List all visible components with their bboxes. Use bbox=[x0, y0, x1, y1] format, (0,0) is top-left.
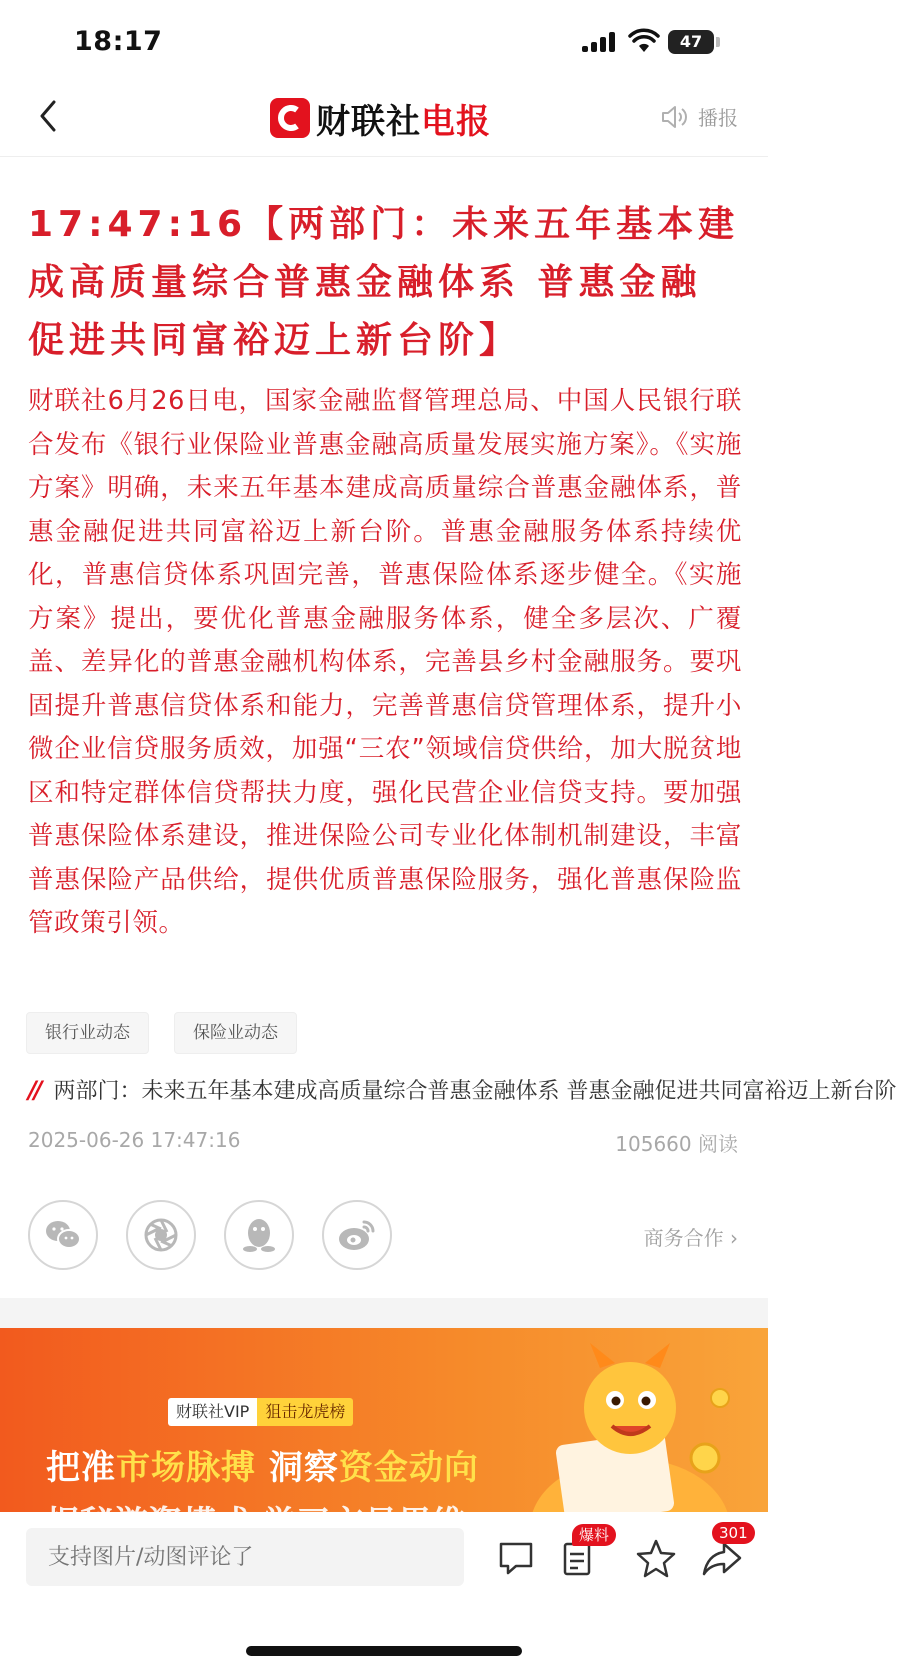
home-indicator bbox=[246, 1646, 522, 1656]
weibo-icon bbox=[336, 1217, 378, 1253]
banner-badge bbox=[168, 1398, 353, 1426]
banner-badge-vip: 财联社VIP bbox=[168, 1398, 257, 1426]
vip-banner[interactable] bbox=[0, 1328, 768, 1512]
status-time: 18:17 bbox=[74, 26, 163, 57]
wifi-icon bbox=[628, 30, 660, 54]
share-count-badge: 301 bbox=[712, 1522, 755, 1544]
share-weibo-button[interactable] bbox=[322, 1200, 392, 1270]
share-moments-button[interactable] bbox=[126, 1200, 196, 1270]
speaker-icon bbox=[660, 104, 690, 130]
slogan-part1: 把准 bbox=[46, 1448, 116, 1488]
section-separator bbox=[0, 1298, 768, 1328]
tag-insurance[interactable]: 保险业动态 bbox=[174, 1012, 297, 1054]
nav-divider bbox=[0, 156, 768, 157]
battery-level: 47 bbox=[679, 32, 703, 51]
read-count: 105660 阅读 bbox=[615, 1132, 738, 1156]
favorite-star-icon[interactable] bbox=[634, 1536, 678, 1580]
app-logo bbox=[270, 96, 491, 140]
comment-icon[interactable] bbox=[494, 1536, 538, 1580]
slogan-highlight1: 市场脉搏 bbox=[116, 1448, 256, 1488]
publish-date: 2025-06-26 17:47:16 bbox=[28, 1128, 241, 1152]
share-qq-button[interactable] bbox=[224, 1200, 294, 1270]
subject-link[interactable] bbox=[28, 1074, 897, 1105]
slogan-highlight2: 资金动向 bbox=[338, 1448, 479, 1488]
cellular-signal-icon bbox=[582, 32, 616, 52]
back-button[interactable] bbox=[28, 96, 68, 136]
battery-cap bbox=[716, 37, 720, 47]
subject-title: 两部门：未来五年基本建成高质量综合普惠金融体系 普惠金融促进共同富裕迈上新台阶 bbox=[53, 1079, 897, 1104]
qq-icon bbox=[242, 1215, 276, 1255]
subject-slash-icon: // bbox=[28, 1075, 40, 1104]
comment-input[interactable] bbox=[26, 1528, 464, 1586]
logo-prefix: 财联社 bbox=[316, 101, 421, 142]
share-wechat-button[interactable] bbox=[28, 1200, 98, 1270]
tip-off-badge: 爆料 bbox=[572, 1524, 616, 1546]
tag-banking[interactable]: 银行业动态 bbox=[26, 1012, 149, 1054]
logo-suffix: 电报 bbox=[421, 101, 491, 142]
moments-icon bbox=[141, 1215, 181, 1255]
broadcast-button[interactable] bbox=[660, 102, 738, 131]
article-headline: 17:47:16【两部门：未来五年基本建成高质量综合普惠金融体系 普惠金融促进共同富裕迈上新台阶】 bbox=[28, 204, 740, 361]
article-body: 财联社6月26日电，国家金融监督管理总局、中国人民银行联合发布《银行业保险业普惠金融高质量发展实施方案》。《实施方案》明确，未来五年基本建成高质量综合普惠金融体系，普惠金融促进共同富裕迈上新台阶。普惠金融服务体系持续优化，普惠信贷体系巩固完善，普惠保险体系逐步健全。《实施方案》提出，要优化普惠金融服务体系，健全多层次、广覆盖、差异化的普惠金融机构体系，完善县乡村金融服务。要巩固提升普惠信贷体系和能力，完善普惠信贷管理体系，提升小微企业信贷服务质效，加强“三农”领域信贷供给，加大脱贫地区和特定群体信贷帮扶力度，强化民营企业信贷支持。要加强普惠保险体系建设，推进保险公司专业化体制机制建设，丰富普惠保险产品供给，提供优质普惠保险服务，强化普惠保险监管政策引领。 bbox=[28, 386, 742, 938]
logo-text bbox=[316, 94, 491, 143]
business-cooperation-link[interactable]: 商务合作 › bbox=[643, 1226, 738, 1250]
slogan-part2: 洞察 bbox=[256, 1448, 339, 1488]
dragon-mascot-icon bbox=[520, 1338, 740, 1518]
banner-slogan bbox=[46, 1440, 479, 1489]
banner-badge-product: 狙击龙虎榜 bbox=[257, 1398, 353, 1426]
broadcast-label: 播报 bbox=[698, 106, 738, 130]
wechat-icon bbox=[43, 1217, 83, 1253]
bottom-action-bar bbox=[0, 1512, 768, 1662]
battery-icon bbox=[668, 30, 714, 54]
logo-c-icon bbox=[270, 98, 310, 138]
